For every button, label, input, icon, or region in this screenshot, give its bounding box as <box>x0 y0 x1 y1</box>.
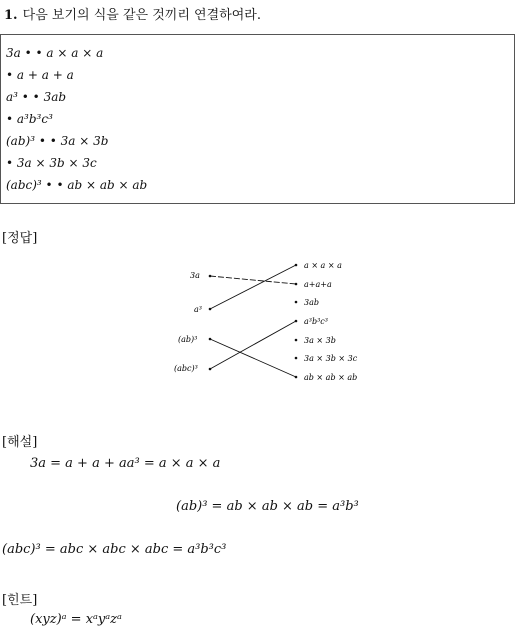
diagram-right-dot <box>295 339 298 342</box>
match-line <box>210 265 296 309</box>
diagram-right-label: a × a × a <box>304 261 342 270</box>
diagram-left-label: (ab)³ <box>178 335 198 344</box>
diagram-right-label: a³b³c³ <box>304 317 328 326</box>
diagram-right-label: a+a+a <box>304 280 332 289</box>
question-header <box>4 4 261 23</box>
box-line-7: (abc)³ • • ab × ab × ab <box>6 178 148 192</box>
diagram-right-label: 3a × 3b × 3c <box>304 354 358 363</box>
box-line-1: 3a • • a × a × a <box>6 46 104 60</box>
diagram-left-label: (abc)³ <box>174 364 198 373</box>
box-line-6: • 3a × 3b × 3c <box>6 156 97 170</box>
match-line <box>210 276 296 284</box>
diagram-right-label: ab × ab × ab <box>304 373 358 382</box>
diagram-left-label: 3a <box>190 271 200 280</box>
hint-heading: [힌트] <box>2 593 38 608</box>
box-line-4: • a³b³c³ <box>6 112 53 126</box>
hint-formula: (xyz)ᵃ = xᵃyᵃzᵃ <box>30 612 122 627</box>
diagram-right-label: 3a × 3b <box>304 336 336 345</box>
explanation-line-1: 3a = a + a + aa³ = a × a × a <box>30 456 221 471</box>
diagram-right-label: 3ab <box>304 298 319 307</box>
box-line-3: a³ • • 3ab <box>6 90 67 104</box>
box-line-5: (ab)³ • • 3a × 3b <box>6 134 109 148</box>
explanation-line-3: (abc)³ = abc × abc × abc = a³b³c³ <box>2 542 227 557</box>
box-line-2: • a + a + a <box>6 68 74 82</box>
answer-heading: [정답] <box>2 231 38 246</box>
question-text: 다음 보기의 식을 같은 것끼리 연결하여라. <box>22 8 261 23</box>
diagram-right-dot <box>295 357 298 360</box>
diagram-right-dot <box>295 301 298 304</box>
question-number: 1. <box>4 8 18 23</box>
explanation-heading: [해설] <box>2 435 38 450</box>
diagram-left-label: a³ <box>194 305 202 314</box>
matching-diagram <box>170 258 370 388</box>
explanation-line-2: (ab)³ = ab × ab × ab = a³b³ <box>176 499 359 514</box>
